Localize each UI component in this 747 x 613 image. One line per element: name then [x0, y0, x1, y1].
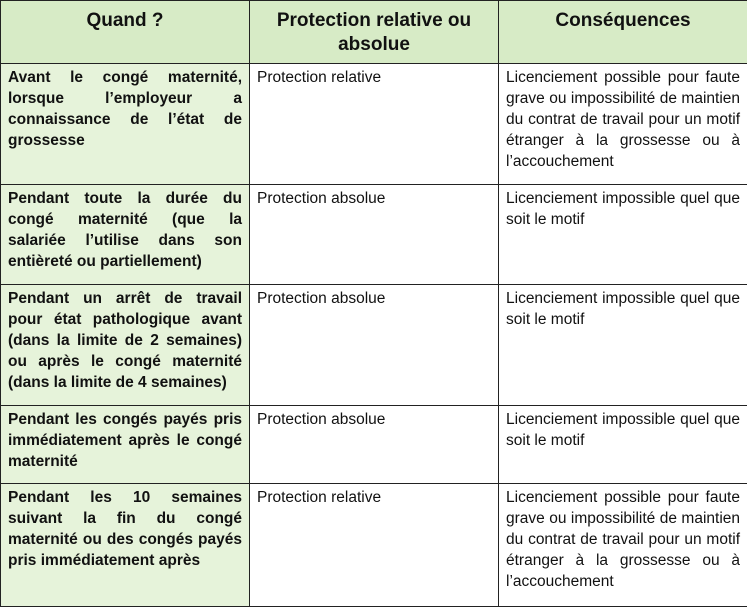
cell-when: Pendant les 10 semaines suivant la fin du congé maternité ou des congés payés pris immédiatement après	[1, 484, 250, 607]
cell-when: Pendant un arrêt de travail pour état pathologique avant (dans la limite de 2 semaines) ou après le congé maternité (dans la limite de 4 semaines)	[1, 285, 250, 406]
table-row	[1, 185, 747, 285]
header-consequences: Conséquences	[499, 1, 747, 64]
cell-protection: Protection absolue	[250, 406, 499, 484]
table-row	[1, 406, 747, 484]
header-row	[1, 1, 747, 64]
cell-consequences: Licenciement possible pour faute grave ou impossibilité de maintien du contrat de travail pour un motif étranger à la grossesse ou à l’accouchement	[499, 64, 747, 185]
cell-when: Pendant les congés payés pris immédiatement après le congé maternité	[1, 406, 250, 484]
cell-consequences: Licenciement impossible quel que soit le motif	[499, 185, 747, 285]
header-when: Quand ?	[1, 1, 250, 64]
cell-protection: Protection relative	[250, 64, 499, 185]
cell-consequences: Licenciement impossible quel que soit le motif	[499, 285, 747, 406]
cell-protection: Protection relative	[250, 484, 499, 607]
header-protection: Protection relative ou absolue	[250, 1, 499, 64]
cell-protection: Protection absolue	[250, 285, 499, 406]
table-row	[1, 484, 747, 607]
cell-protection: Protection absolue	[250, 185, 499, 285]
table-row	[1, 64, 747, 185]
cell-when: Pendant toute la durée du congé maternité (que la salariée l’utilise dans son entièreté ou partiellement)	[1, 185, 250, 285]
cell-when: Avant le congé maternité, lorsque l’employeur a connaissance de l’état de grossesse	[1, 64, 250, 185]
table-row	[1, 285, 747, 406]
cell-consequences: Licenciement impossible quel que soit le motif	[499, 406, 747, 484]
cell-consequences: Licenciement possible pour faute grave ou impossibilité de maintien du contrat de travail pour un motif étranger à la grossesse ou à l’accouchement	[499, 484, 747, 607]
